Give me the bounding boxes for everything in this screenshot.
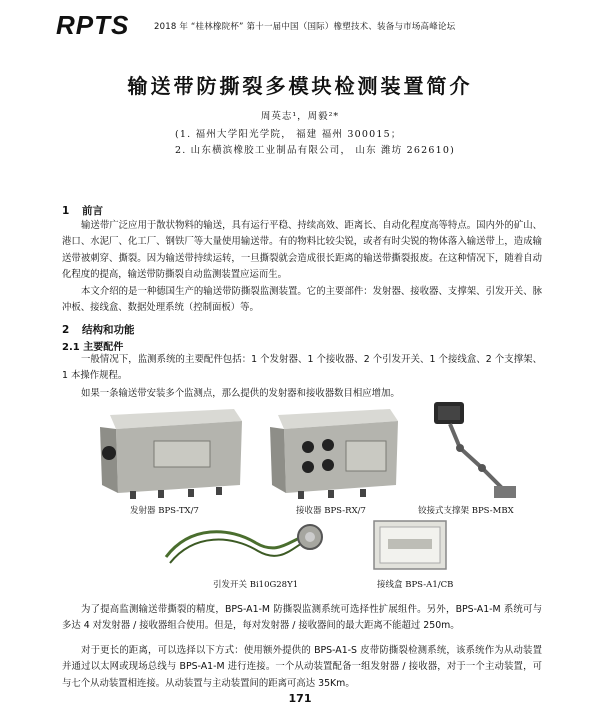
section-1-paragraph-2: 本文介绍的是一种德国生产的输送带防撕裂监测装置。它的主要部件：发射器、接收器、支撑架、引发开关、脉冲板、接线盒、数据处理系统（控制面板）等。 [62, 286, 542, 314]
section-2-heading [62, 322, 135, 337]
caption-trigger-switch: 引发开关 Bi10G28Y1 [213, 580, 299, 590]
section-1-title: 前言 [82, 205, 103, 217]
subsection-2-1-heading [62, 338, 123, 353]
subsection-2-1-title: 主要配件 [83, 342, 124, 353]
section-2-paragraph-1: 一般情况下，监测系统的主要配件包括：1 个发射器、1 个接收器、2 个引发开关、1 个接线盒、2 个支撑架、1 本操作规程。 [62, 354, 542, 382]
article-authors: 周英志¹，周毅²* [260, 111, 340, 122]
transmitter-photo [96, 405, 246, 501]
section-2-title: 结构和功能 [82, 324, 135, 336]
affiliation-1: (1. 福州大学阳光学院， 福建 福州 300015； [175, 129, 402, 140]
article-title: 输送带防撕裂多模块检测装置简介 [127, 74, 473, 98]
page-header [56, 10, 556, 40]
caption-transmitter: 发射器 BPS-TX/7 [130, 506, 199, 516]
rpts-logo: RPTS [56, 10, 130, 40]
receiver-photo [268, 405, 400, 501]
support-arm-photo [420, 398, 525, 502]
section-1-paragraph-1: 输送带广泛应用于散状物料的输送，具有运行平稳、持续高效、距离长、自动化程度高等特点。国内外的矿山、港口、水泥厂、化工厂、钢铁厂等大量使用输送带。有的物料比较尖锐，或者有时尖锐的物体落入输送带上，造成输送带被刺穿、撕裂。因为输送带持续运转，一旦撕裂就会造成很长距离的输送带撕裂报废。在这种情况下，随着自动化程度的提高，输送带防撕裂自动监测装置应运而生。 [62, 220, 542, 281]
caption-receiver: 接收器 BPS-RX/7 [296, 506, 366, 516]
caption-support-arm: 铰接式支撑架 BPS-MBX [418, 506, 514, 516]
junction-box-photo [370, 517, 450, 573]
affiliation-2: 2. 山东横滨橡胶工业制品有限公司， 山东 潍坊 262610) [175, 145, 456, 156]
caption-junction-box: 接线盒 BPS-A1/CB [377, 580, 454, 590]
section-1-heading [62, 203, 103, 218]
page-number: 171 [288, 692, 312, 705]
subsection-2-1-number: 2.1 [62, 342, 80, 353]
section-1-number: 1 [62, 205, 70, 217]
body-paragraph-4: 对于更长的距离，可以选择以下方式：使用额外提供的 BPS-A1-S 皮带防撕裂检测系统，该系统作为从动装置并通过以太网或现场总线与 BPS-A1-M 进行连接。一个从动装置配备一组发射器 / 接收器，对于一个主动装置，可与七个从动装置相连接。从动装置与主动装置间的距离可高达 35Km。 [62, 645, 542, 689]
body-paragraph-3: 为了提高监测输送带撕裂的精度，BPS-A1-M 防撕裂监测系统可选择性扩展组件。另外，BPS-A1-M 系统可与多达 4 对发射器 / 接收器组合使用。但是，每对发射器 / 接收器间的最大距离不能超过 250m。 [62, 604, 542, 632]
trigger-switch-photo [160, 517, 330, 579]
conference-name: 2018 年 “桂林橡院杯” 第十一届中国（国际）橡塑技术、装备与市场高峰论坛 [154, 22, 456, 32]
section-2-number: 2 [62, 324, 70, 336]
section-2-paragraph-2: 如果一条输送带安装多个监测点，那么提供的发射器和接收器数目相应增加。 [81, 388, 400, 399]
